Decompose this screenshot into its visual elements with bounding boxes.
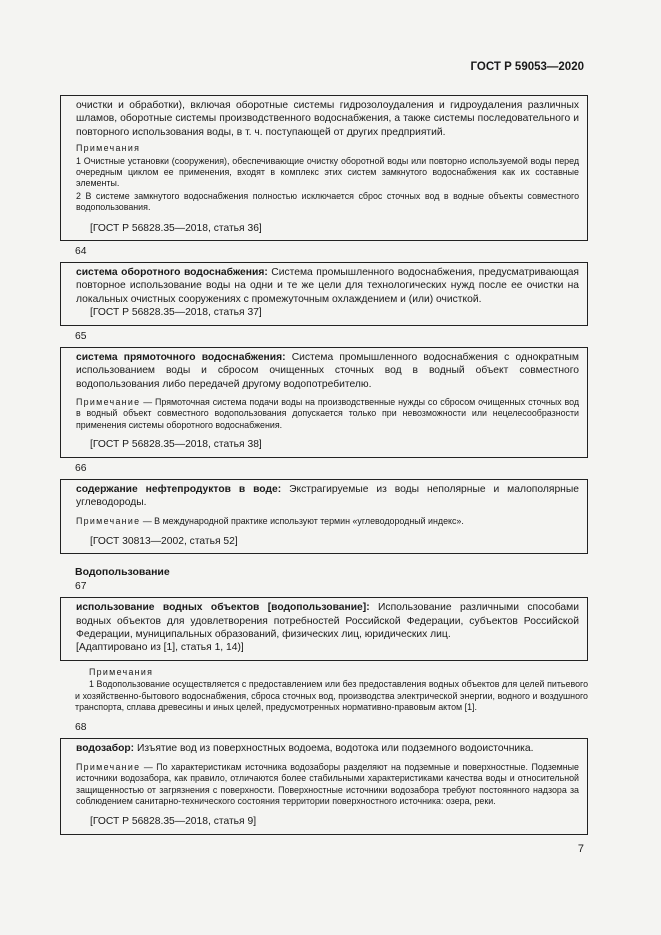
source-reference: [ГОСТ Р 56828.35—2018, статья 38] (90, 439, 262, 451)
source-reference: [ГОСТ Р 56828.35—2018, статья 36] (90, 222, 262, 234)
notes-label: Примечания (76, 143, 141, 154)
note-1: 1 Водопользование осуществляется с предоставлением или без предоставления водных объектов для целей питьевого и хозяйственно-бытового водоснабжения, сброса сточных вод, производства электрической энергии, водного и воздушного транспорта, сплава древесины и иных целей, предусмотренных нормативно-правовым актом [1]. (75, 679, 588, 712)
term-66-definition: Экстрагируемые из воды неполярные и малополярные углеводороды. (76, 483, 579, 508)
term-box-63 (60, 95, 588, 241)
term-number-66: 66 (75, 462, 87, 474)
term-68-definition: Изъятие вод из поверхностных водоема, водотока или подземного водоисточника. (134, 743, 534, 755)
term-box-67 (60, 597, 588, 661)
term-67-notes (60, 667, 588, 714)
source-reference: [ГОСТ Р 56828.35—2018, статья 9] (90, 816, 257, 828)
term-65-note (76, 397, 579, 431)
term-66-entry (76, 483, 579, 510)
note-label: Примечание (76, 516, 141, 527)
term-64-name: система оборотного водоснабжения: (76, 267, 268, 279)
term-number-67: 67 (75, 581, 87, 593)
page-number: 7 (577, 843, 584, 855)
term-box-68 (60, 738, 588, 834)
term-67-entry (76, 601, 579, 641)
term-66-note (76, 516, 579, 527)
note-1: 1 Очистные установки (сооружения), обеспечивающие очистку оборотной воды или повторно используемой воды перед очередным циклом ее применения, входят в комплекс этих систем замкнутого водоснабжения как их составные элементы. (76, 155, 579, 189)
term-67-definition: Использование различными способами водных объектов для удовлетворения потребностей Российской Федерации, субъектов Российской Федерации, муниципальных образований, физических лиц, юридических лиц. (76, 602, 579, 640)
term-number-68: 68 (75, 722, 87, 734)
note-text: — По характеристикам источника водозаборы разделяют на подземные и поверхностные. Подземные источники водозабора, как правило, отличаются более стабильными характеристиками качества воды и относительной защищенностью от загрязнения с поверхности. Поверхностные источники водозабора требуют постоянного надзора за соблюдением санитарно-технического состояния территории поверхностного источника: озера, реки. (76, 761, 579, 807)
term-68-note (76, 762, 579, 808)
source-reference: [ГОСТ Р 56828.35—2018, статья 37] (90, 307, 262, 319)
note-2: 2 В системе замкнутого водоснабжения полностью исключается сброс сточных вод в водные объекты совместного водопользования. (76, 190, 579, 213)
page-content (60, 95, 588, 835)
note-label: Примечание (76, 761, 141, 772)
term-65-entry (76, 351, 579, 391)
note-label: Примечание (76, 396, 141, 407)
term-63-continuation: очистки и обработки), включая оборотные системы гидрозолоудаления и гидроудаления различных шламов, оборотные системы производственного водоснабжения, а также системы последовательного и повторного использования воды, в т. ч. поступающей от других предприятий. (76, 100, 579, 138)
term-66-name: содержание нефтепродуктов в воде: (76, 483, 282, 495)
note-text: — В международной практике используют термин «углеводородный индекс». (140, 516, 464, 527)
term-67-name: использование водных объектов [водопользование]: (76, 602, 370, 614)
term-64-entry (76, 266, 579, 306)
term-68-name: водозабор: (76, 743, 135, 755)
term-box-66 (60, 479, 588, 555)
document-header: ГОСТ Р 59053—2020 (470, 61, 584, 73)
note-text: — Прямоточная система подачи воды на производственные нужды со сбросом очищенных сточных вод в водный объект совместного водопользования допускается только при невозможности или нецелесообразности применения системы оборотного водоснабжения. (76, 396, 579, 430)
term-box-64 (60, 262, 588, 326)
term-68-entry (76, 742, 579, 755)
term-number-65: 65 (75, 330, 87, 342)
source-reference: [ГОСТ 30813—2002, статья 52] (90, 535, 238, 547)
term-65-definition: Система промышленного водоснабжения с однократным использованием воды и сбросом очищенных сточных вод в водный объект совместного водопользования либо передачей другому водопотребителю. (76, 351, 579, 390)
term-number-64: 64 (75, 246, 87, 258)
source-reference: [Адаптировано из [1], статья 1, 14)] (76, 642, 244, 654)
notes-label: Примечания (89, 666, 154, 677)
term-65-name: система прямоточного водоснабжения: (76, 351, 286, 363)
section-title: Водопользование (75, 566, 170, 579)
term-64-definition: Система промышленного водоснабжения, предусматривающая повторное использование воды на одни и те же цели для технологических нужд после ее очистки на локальных очистных сооружениях с промежуточным охлаждением и (или) очисткой. (76, 267, 579, 305)
term-box-65 (60, 347, 588, 458)
